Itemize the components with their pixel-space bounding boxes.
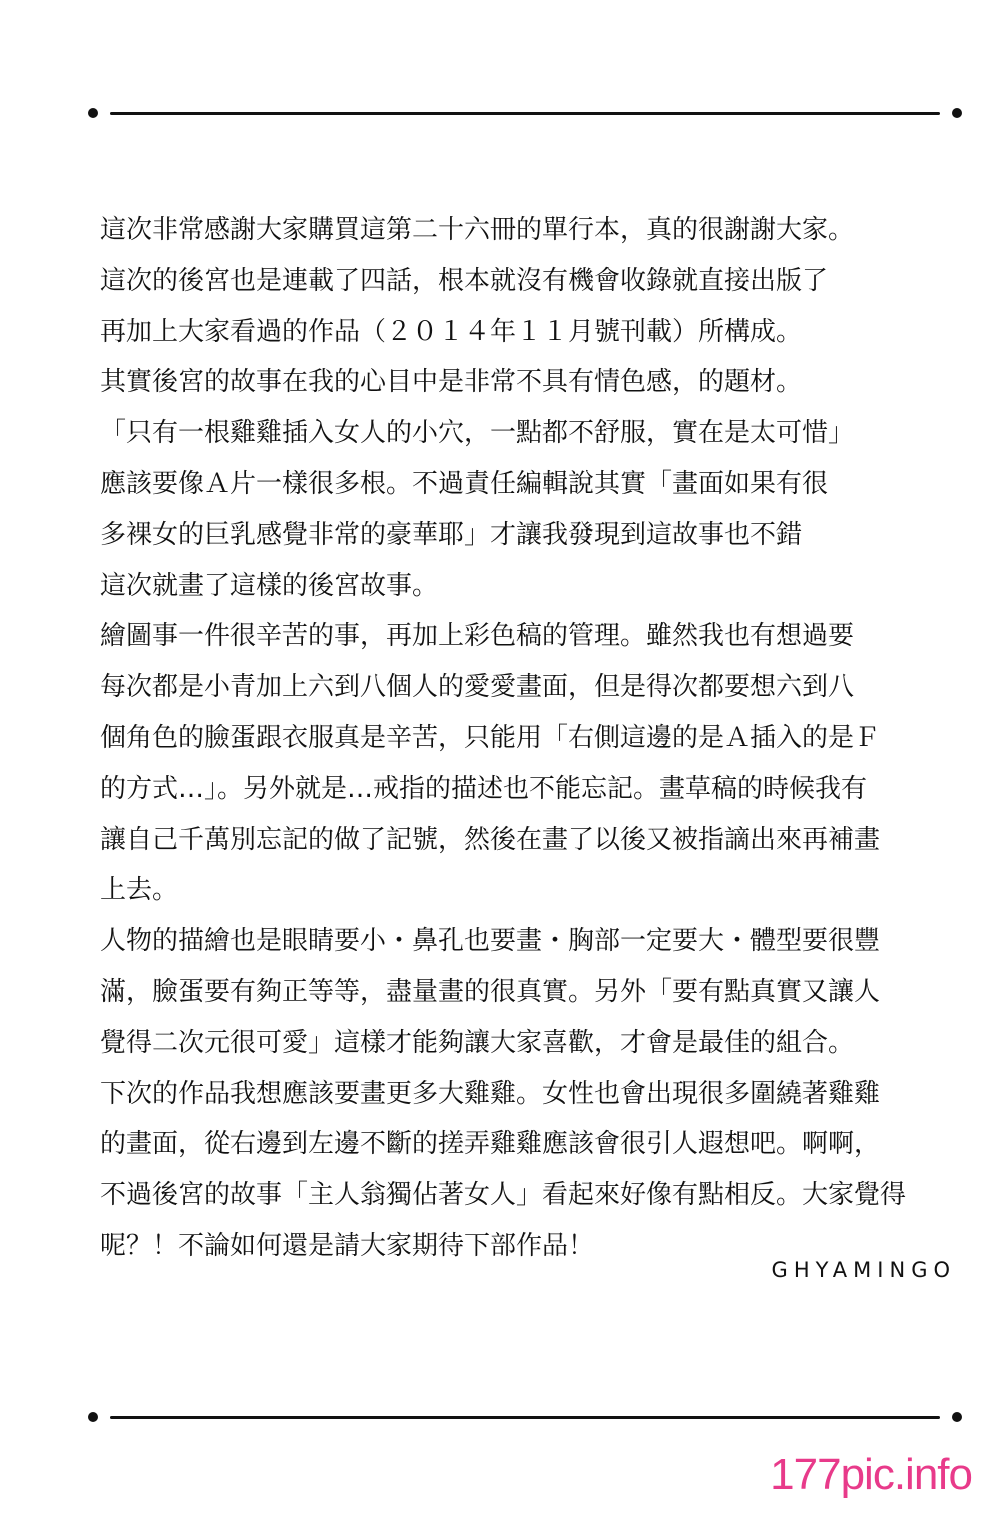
text-line: 這次就畫了這樣的後宮故事。 — [100, 570, 439, 601]
text-line: 的方式…」。另外就是…戒指的描述也不能忘記。畫草稿的時候我有 — [100, 773, 868, 804]
text-line: 這次的後宮也是連載了四話，根本就沒有機會收錄就直接出版了 — [100, 265, 829, 296]
text-line: 呢？！不論如何還是請大家期待下部作品！ — [100, 1230, 595, 1261]
author-signature: GHYAMINGO — [771, 1258, 956, 1282]
text-line: 讓自己千萬別忘記的做了記號，然後在畫了以後又被指謫出來再補畫 — [100, 824, 881, 855]
divider-line — [110, 1416, 940, 1419]
divider-dot-icon — [952, 1412, 962, 1422]
text-line: 個角色的臉蛋跟衣服真是辛苦，只能用「右側這邊的是Ａ插入的是Ｆ — [100, 722, 881, 753]
divider-dot-icon — [952, 108, 962, 118]
text-line: 覺得二次元很可愛」這樣才能夠讓大家喜歡，才會是最佳的組合。 — [100, 1027, 855, 1058]
text-line: 多裸女的巨乳感覺非常的豪華耶」才讓我發現到這故事也不錯 — [100, 519, 803, 550]
divider-dot-icon — [88, 1412, 98, 1422]
text-line: 人物的描繪也是眼睛要小・鼻孔也要畫・胸部一定要大・體型要很豐 — [100, 926, 881, 957]
top-divider — [88, 106, 962, 120]
divider-dot-icon — [88, 108, 98, 118]
text-line: 其實後宮的故事在我的心目中是非常不具有情色感，的題材。 — [100, 367, 803, 398]
text-line: 每次都是小青加上六到八個人的愛愛畫面，但是得次都要想六到八 — [100, 672, 855, 703]
text-line: 上去。 — [100, 875, 179, 906]
text-line: 下次的作品我想應該要畫更多大雞雞。女性也會出現很多圍繞著雞雞 — [100, 1078, 881, 1109]
text-line: 再加上大家看過的作品（２０１４年１１月號刊載）所構成。 — [100, 316, 803, 347]
text-line: 的畫面，從右邊到左邊不斷的搓弄雞雞應該會很引人遐想吧。啊啊， — [100, 1129, 881, 1160]
text-line: 不過後宮的故事「主人翁獨佔著女人」看起來好像有點相反。大家覺得 — [100, 1180, 907, 1211]
text-line: 滿，臉蛋要有夠正等等，盡量畫的很真實。另外「要有點真實又讓人 — [100, 976, 881, 1007]
text-line: 應該要像Ａ片一樣很多根。不過責任編輯說其實「畫面如果有很 — [100, 468, 829, 499]
bottom-divider — [88, 1410, 962, 1424]
divider-line — [110, 112, 940, 115]
afterword-text — [100, 210, 970, 1277]
text-line: 「只有一根雞雞插入女人的小穴，一點都不舒服，實在是太可惜」 — [100, 418, 855, 449]
site-watermark: 177pic.info — [770, 1450, 972, 1499]
text-line: 繪圖事一件很辛苦的事，再加上彩色稿的管理。雖然我也有想過要 — [100, 621, 855, 652]
text-line: 這次非常感謝大家購買這第二十六冊的單行本，真的很謝謝大家。 — [100, 215, 855, 245]
